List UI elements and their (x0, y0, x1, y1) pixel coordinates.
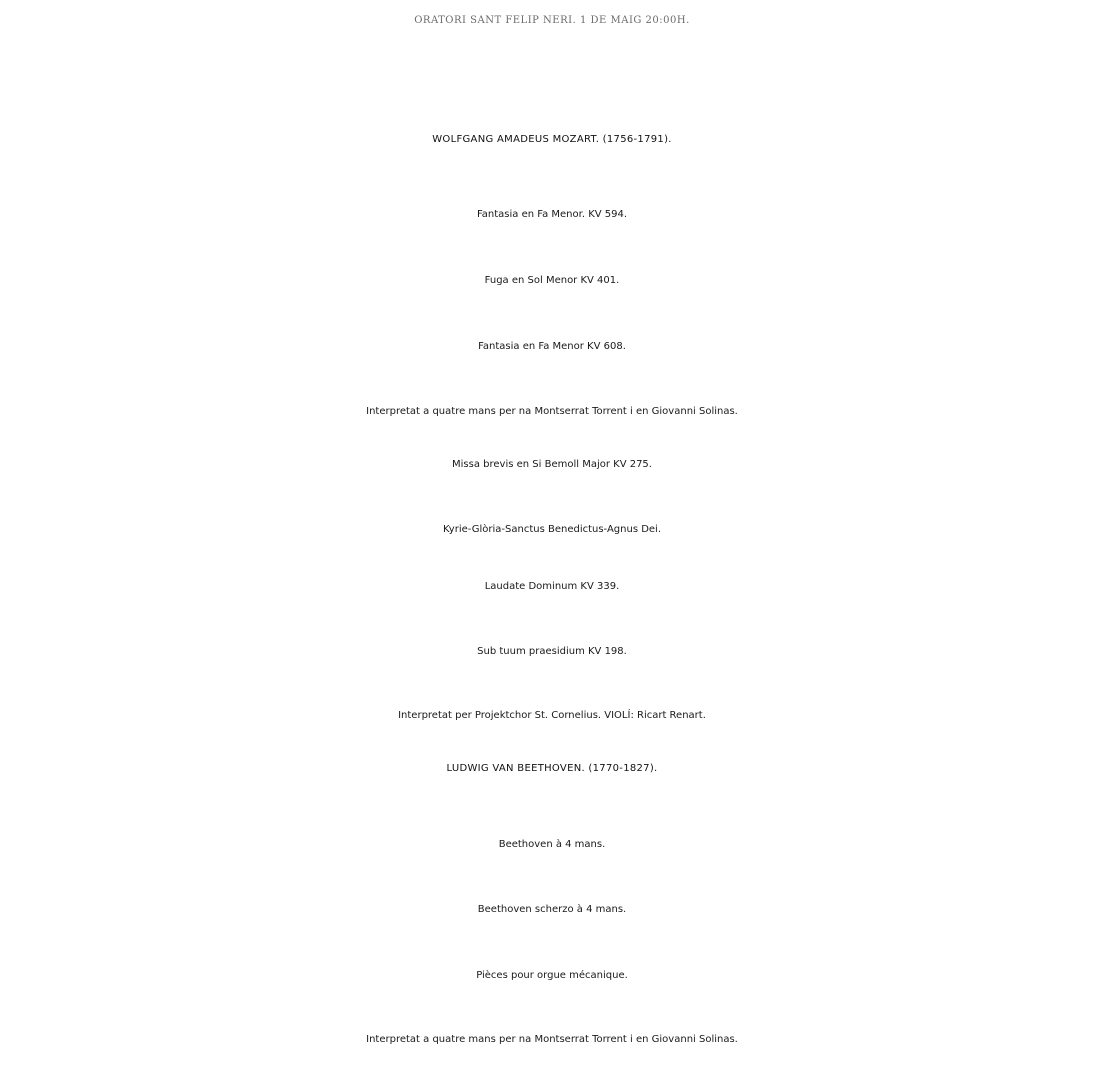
work-title: Pièces pour orgue mécanique. (476, 970, 628, 981)
work-title: Fantasia en Fa Menor KV 608. (478, 341, 626, 352)
work-title: Laudate Dominum KV 339. (484, 581, 620, 592)
performer-note: Interpretat per Projektchor St. Cornelius. VIOLÍ: Ricart Renart. (398, 710, 706, 721)
composer-heading-beethoven: LUDWIG VAN BEETHOVEN. (1770-1827). (446, 763, 658, 774)
work-title: Missa brevis en Si Bemoll Major KV 275. (452, 459, 652, 470)
work-title: Fantasia en Fa Menor. KV 594. (476, 209, 628, 220)
venue-date-header: ORATORI SANT FELIP NERI. 1 DE MAIG 20:00H. (414, 15, 690, 26)
work-title: Fuga en Sol Menor KV 401. (484, 275, 620, 286)
work-title: Beethoven à 4 mans. (498, 839, 606, 850)
composer-heading-mozart: WOLFGANG AMADEUS MOZART. (1756-1791). (432, 134, 672, 145)
work-title: Beethoven scherzo à 4 mans. (477, 904, 627, 915)
performer-note: Interpretat a quatre mans per na Montserrat Torrent i en Giovanni Solinas. (366, 1034, 738, 1045)
performer-note: Interpretat a quatre mans per na Montserrat Torrent i en Giovanni Solinas. (366, 406, 738, 417)
movements-note: Kyrie-Glòria-Sanctus Benedictus-Agnus Dei. (442, 524, 662, 535)
work-title: Sub tuum praesidium KV 198. (477, 646, 627, 657)
